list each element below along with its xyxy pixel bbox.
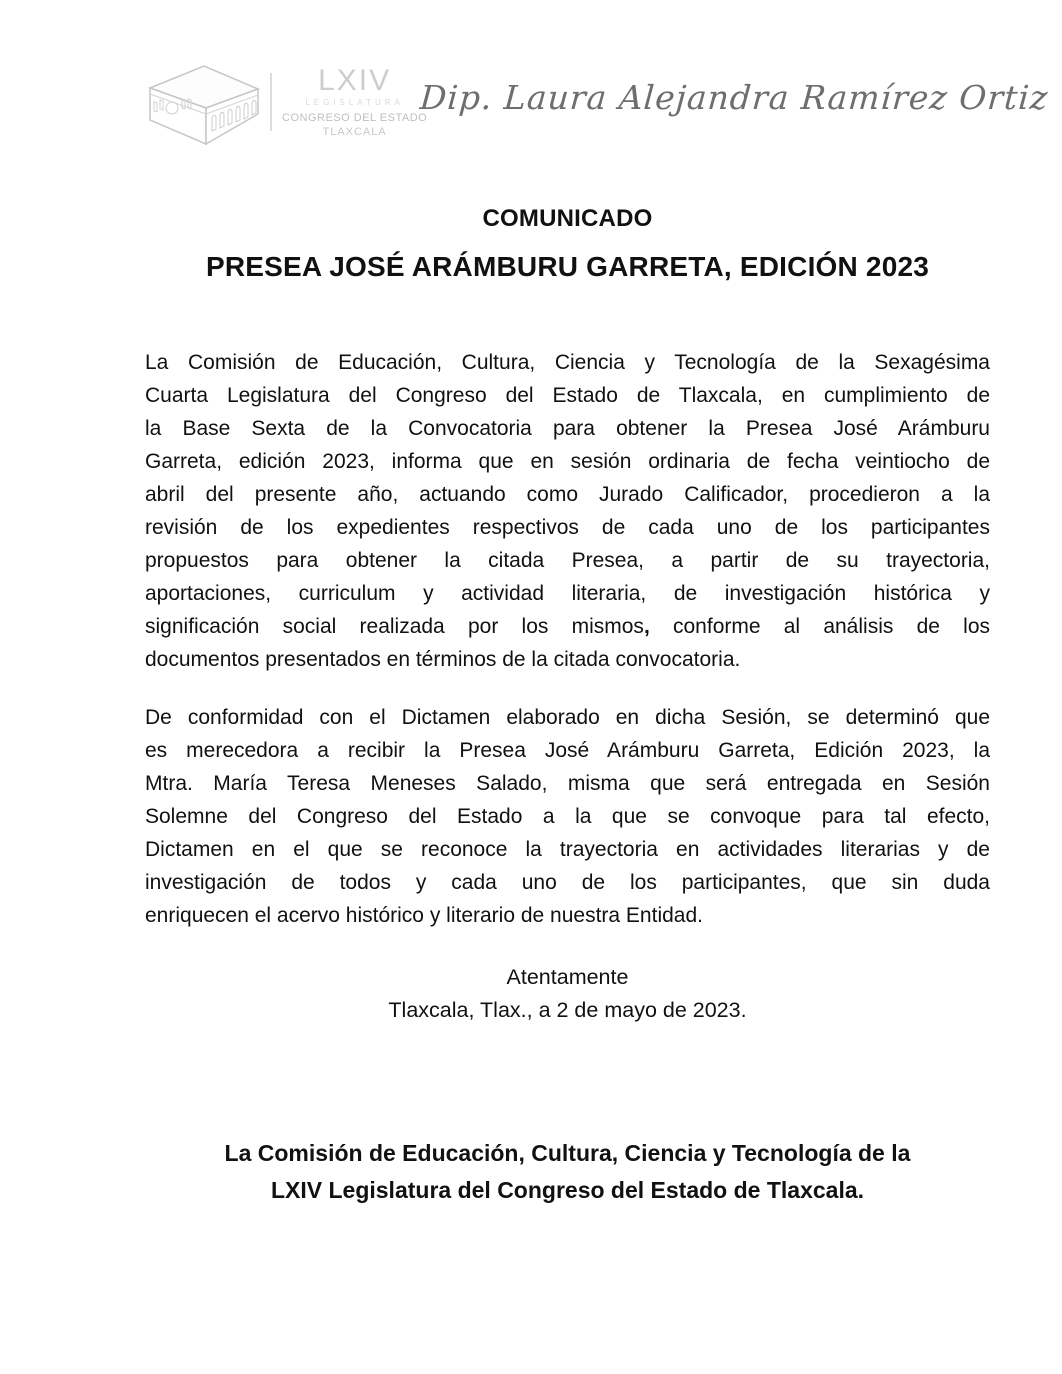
paragraph-line: enriquecen el acervo histórico y literario de nuestra Entidad. <box>145 904 703 927</box>
paragraph-line: revisión de los expedientes respectivos de cada uno de los participantes <box>145 516 990 539</box>
paragraph-line: Cuarta Legislatura del Congreso del Estado de Tlaxcala, en cumplimiento de <box>145 384 990 407</box>
paragraph-line: Mtra. María Teresa Meneses Salado, misma que será entregada en Sesión <box>145 772 990 795</box>
paragraph-line: abril del presente año, actuando como Jurado Calificador, procedieron a la <box>145 483 990 506</box>
logo-divider <box>270 73 272 131</box>
paragraph-line: documentos presentados en términos de la citada convocatoria. <box>145 648 741 671</box>
congress-building-icon <box>142 56 260 148</box>
salutation: Atentamente <box>506 965 629 989</box>
logo-state-label: TLAXCALA <box>322 126 387 138</box>
paragraph-line: De conformidad con el Dictamen elaborado en dicha Sesión, se determinó que <box>145 706 990 729</box>
paragraph-line: significación social realizada por los mismos, conforme al análisis de los <box>145 615 990 638</box>
closing-line-2: LXIV Legislatura del Congreso del Estado de Tlaxcala. <box>270 1177 865 1203</box>
paragraph-line: La Comisión de Educación, Cultura, Ciencia y Tecnología de la Sexagésima <box>145 351 990 374</box>
paragraph-line: investigación de todos y cada uno de los participantes, que sin duda <box>145 871 990 894</box>
paragraph-line: Solemne del Congreso del Estado a la que se convoque para tal efecto, <box>145 805 990 828</box>
closing-line-1: La Comisión de Educación, Cultura, Ciencia y Tecnología de la <box>224 1140 911 1166</box>
paragraph-line: la Base Sexta de la Convocatoria para obtener la Presea José Arámburu <box>145 417 990 440</box>
paragraphs <box>145 346 990 932</box>
congress-logo <box>142 56 427 148</box>
place-date: Tlaxcala, Tlax., a 2 de mayo de 2023. <box>388 998 747 1022</box>
document-content <box>145 205 990 1209</box>
paragraph-line: Dictamen en el que se reconoce la trayectoria en actividades literarias y de <box>145 838 990 861</box>
logo-text-block <box>282 66 427 138</box>
document-title: PRESEA JOSÉ ARÁMBURU GARRETA, EDICIÓN 2023 <box>205 251 930 282</box>
body-paragraph <box>145 346 990 676</box>
document-kicker: COMUNICADO <box>482 205 653 232</box>
deputy-signature: Dip. Laura Alejandra Ramírez Ortiz <box>418 78 1050 117</box>
paragraph-line: es merecedora a recibir la Presea José Arámburu Garreta, Edición 2023, la <box>145 739 990 762</box>
signoff-block <box>145 961 990 1027</box>
logo-legislature-label: LEGISLATURA <box>305 98 404 107</box>
paragraph-line: aportaciones, curriculum y actividad literaria, de investigación histórica y <box>145 582 990 605</box>
body-paragraph <box>145 701 990 932</box>
closing-block <box>145 1135 990 1209</box>
paragraph-line: Garreta, edición 2023, informa que en sesión ordinaria de fecha veintiocho de <box>145 450 990 473</box>
logo-congress-label: CONGRESO DEL ESTADO <box>282 112 428 124</box>
paragraph-line: propuestos para obtener la citada Presea, a partir de su trayectoria, <box>145 549 990 572</box>
logo-legislature-number: LXIV <box>318 64 392 97</box>
